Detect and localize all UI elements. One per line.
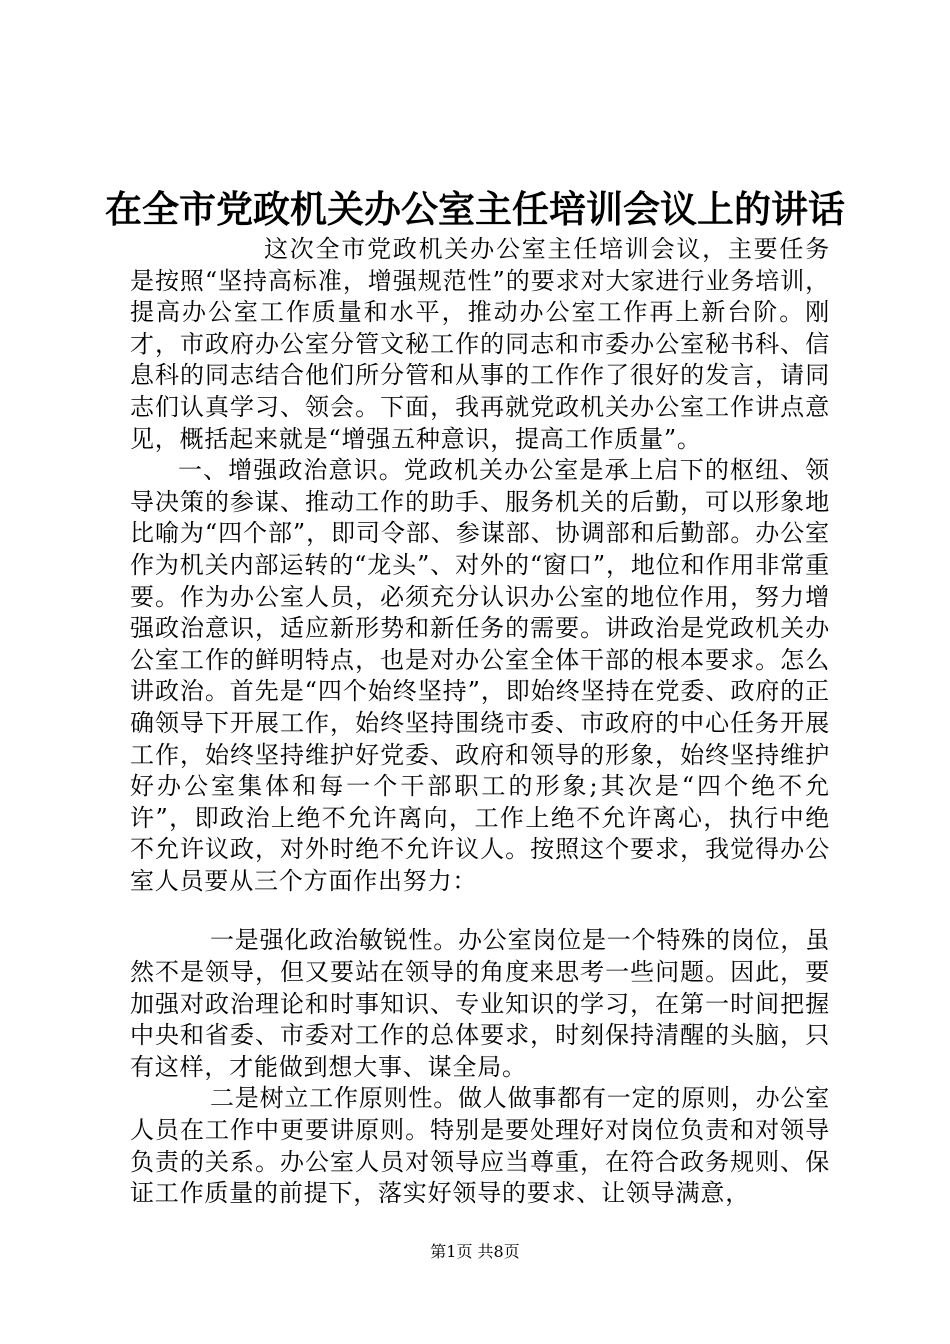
- paragraph-political-sensitivity: 一是强化政治敏锐性。办公室岗位是一个特殊的岗位，虽然不是领导，但又要站在领导的角度来思考一些问题。因此，要加强对政治理论和时事知识、专业知识的学习，在第一时间把握中央和省委、市委对工作的总体要求，时刻保持清醒的头脑，只有这样，才能做到想大事、谋全局。: [130, 926, 830, 1081]
- paragraph-work-principles: 二是树立工作原则性。做人做事都有一定的原则，办公室人员在工作中更要讲原则。特别是要处理好对岗位负责和对领导负责的关系。办公室人员对领导应当尊重，在符合政务规则、保证工作质量的前提下，落实好领导的要求、让领导满意，: [130, 1084, 830, 1208]
- paragraph-political-awareness: 一、增强政治意识。党政机关办公室是承上启下的枢纽、领导决策的参谋、推动工作的助手、服务机关的后勤，可以形象地比喻为“四个部”，即司令部、参谋部、协调部和后勤部。办公室作为机关内部运转的“龙头”、对外的“窗口”，地位和作用非常重要。作为办公室人员，必须充分认识办公室的地位作用，努力增强政治意识，适应新形势和新任务的需要。讲政治是党政机关办公室工作的鲜明特点，也是对办公室全体干部的根本要求。怎么讲政治。首先是“四个始终坚持”，即始终坚持在党委、政府的正确领导下开展工作，始终坚持围绕市委、市政府的中心任务开展工作，始终坚持维护好党委、政府和领导的形象，始终坚持维护好办公室集体和每一个干部职工的形象;其次是“四个绝不允许”，即政治上绝不允许离向，工作上绝不允许离心，执行中绝不允许议政，对外时绝不允许议人。按照这个要求，我觉得办公室人员要从三个方面作出努力：: [130, 456, 830, 895]
- paragraph-gap: [130, 897, 830, 925]
- document-title: 在全市党政机关办公室主任培训会议上的讲话: [105, 187, 845, 231]
- paragraph-intro: 这次全市党政机关办公室主任培训会议，主要任务是按照“坚持高标准，增强规范性”的要求对大家进行业务培训，提高办公室工作质量和水平，推动办公室工作再上新台阶。刚才，市政府办公室分管文秘工作的同志和市委办公室秘书科、信息科的同志结合他们所分管和从事的工作作了很好的发言，请同志们认真学习、领会。下面，我再就党政机关办公室工作讲点意见，概括起来就是“增强五种意识，提高工作质量”。: [130, 235, 830, 453]
- page-footer: 第1页 共8页: [430, 1242, 520, 1261]
- document-body: [130, 234, 830, 1210]
